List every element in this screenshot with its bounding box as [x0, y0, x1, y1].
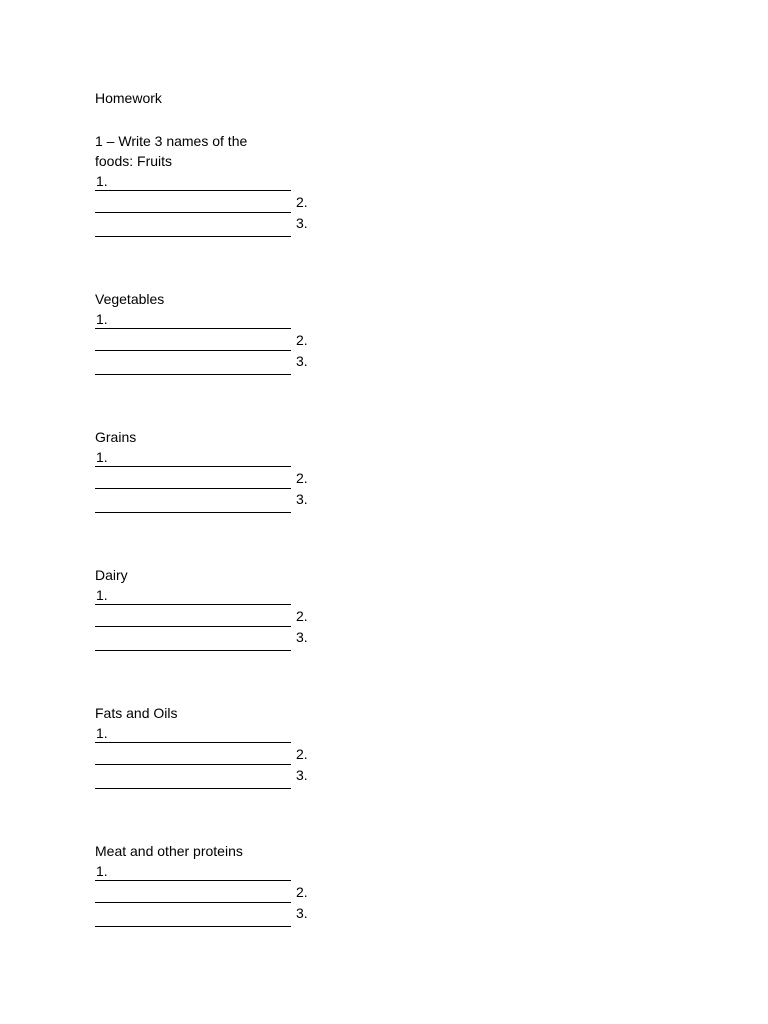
answer-row-3	[95, 765, 335, 786]
answer-blank-line[interactable]	[95, 650, 291, 651]
section-label-fats-and-oils: Fats and Oils	[95, 705, 178, 721]
answer-number: 2.	[296, 332, 308, 348]
answer-number: 3.	[296, 353, 308, 369]
answer-blank-line[interactable]	[95, 626, 291, 627]
answer-blank-line[interactable]	[95, 764, 291, 765]
answer-row-3	[95, 489, 335, 510]
answer-row-end	[95, 510, 335, 531]
answer-number: 3.	[296, 629, 308, 645]
answer-row-2	[95, 882, 335, 903]
answer-number: 3.	[296, 905, 308, 921]
answer-row-2	[95, 192, 335, 213]
answer-blank-line[interactable]	[95, 880, 291, 881]
answer-row-3	[95, 351, 335, 372]
spacer	[95, 393, 335, 427]
spacer	[95, 255, 335, 289]
answer-number: 1.	[96, 587, 108, 603]
section-fruits	[95, 171, 335, 255]
answer-number: 3.	[296, 767, 308, 783]
section-grains	[95, 427, 335, 531]
answer-blank-line[interactable]	[95, 902, 291, 903]
answer-row-2	[95, 468, 335, 489]
answer-row-1	[95, 723, 335, 744]
answer-row-2	[95, 606, 335, 627]
answer-row-1	[95, 585, 335, 606]
answer-row-end	[95, 924, 335, 945]
spacer	[95, 531, 335, 565]
answer-blank-line[interactable]	[95, 212, 291, 213]
answer-row-end	[95, 234, 335, 255]
answer-number: 2.	[296, 194, 308, 210]
answer-blank-line[interactable]	[95, 328, 291, 329]
answer-number: 1.	[96, 863, 108, 879]
answer-number: 1.	[96, 725, 108, 741]
answer-number: 1.	[96, 449, 108, 465]
section-fats-and-oils	[95, 703, 335, 807]
spacer	[95, 669, 335, 703]
answer-row-3	[95, 213, 335, 234]
answer-blank-line[interactable]	[95, 604, 291, 605]
answer-row-2	[95, 330, 335, 351]
answer-row-1	[95, 309, 335, 330]
section-vegetables	[95, 289, 335, 393]
homework-worksheet	[95, 88, 335, 945]
section-label-dairy: Dairy	[95, 567, 128, 583]
answer-blank-line[interactable]	[95, 512, 291, 513]
answer-blank-line[interactable]	[95, 190, 291, 191]
answer-blank-line[interactable]	[95, 488, 291, 489]
answer-blank-line[interactable]	[95, 374, 291, 375]
answer-number: 2.	[296, 470, 308, 486]
answer-row-1	[95, 861, 335, 882]
spacer	[95, 807, 335, 841]
answer-number: 2.	[296, 884, 308, 900]
section-label-meat-and-proteins: Meat and other proteins	[95, 843, 243, 859]
answer-row-end	[95, 372, 335, 393]
answer-number: 3.	[296, 215, 308, 231]
answer-row-1	[95, 447, 335, 468]
answer-row-end	[95, 786, 335, 807]
section-label-grains: Grains	[95, 429, 137, 445]
answer-row-3	[95, 627, 335, 648]
answer-number: 3.	[296, 491, 308, 507]
answer-number: 2.	[296, 746, 308, 762]
section-meat-and-proteins	[95, 841, 335, 945]
worksheet-title: Homework	[95, 90, 162, 106]
answer-row-end	[95, 648, 335, 669]
section-label-vegetables: Vegetables	[95, 291, 165, 307]
answer-number: 1.	[96, 311, 108, 327]
answer-row-1	[95, 171, 335, 192]
answer-blank-line[interactable]	[95, 236, 291, 237]
answer-blank-line[interactable]	[95, 466, 291, 467]
answer-blank-line[interactable]	[95, 788, 291, 789]
answer-blank-line[interactable]	[95, 926, 291, 927]
answer-row-2	[95, 744, 335, 765]
spacer	[95, 108, 335, 131]
answer-blank-line[interactable]	[95, 742, 291, 743]
section-dairy	[95, 565, 335, 669]
answer-row-3	[95, 903, 335, 924]
answer-number: 2.	[296, 608, 308, 624]
answer-number: 1.	[96, 173, 108, 189]
answer-blank-line[interactable]	[95, 350, 291, 351]
question-prompt: 1 – Write 3 names of the foods: Fruits	[95, 133, 248, 169]
